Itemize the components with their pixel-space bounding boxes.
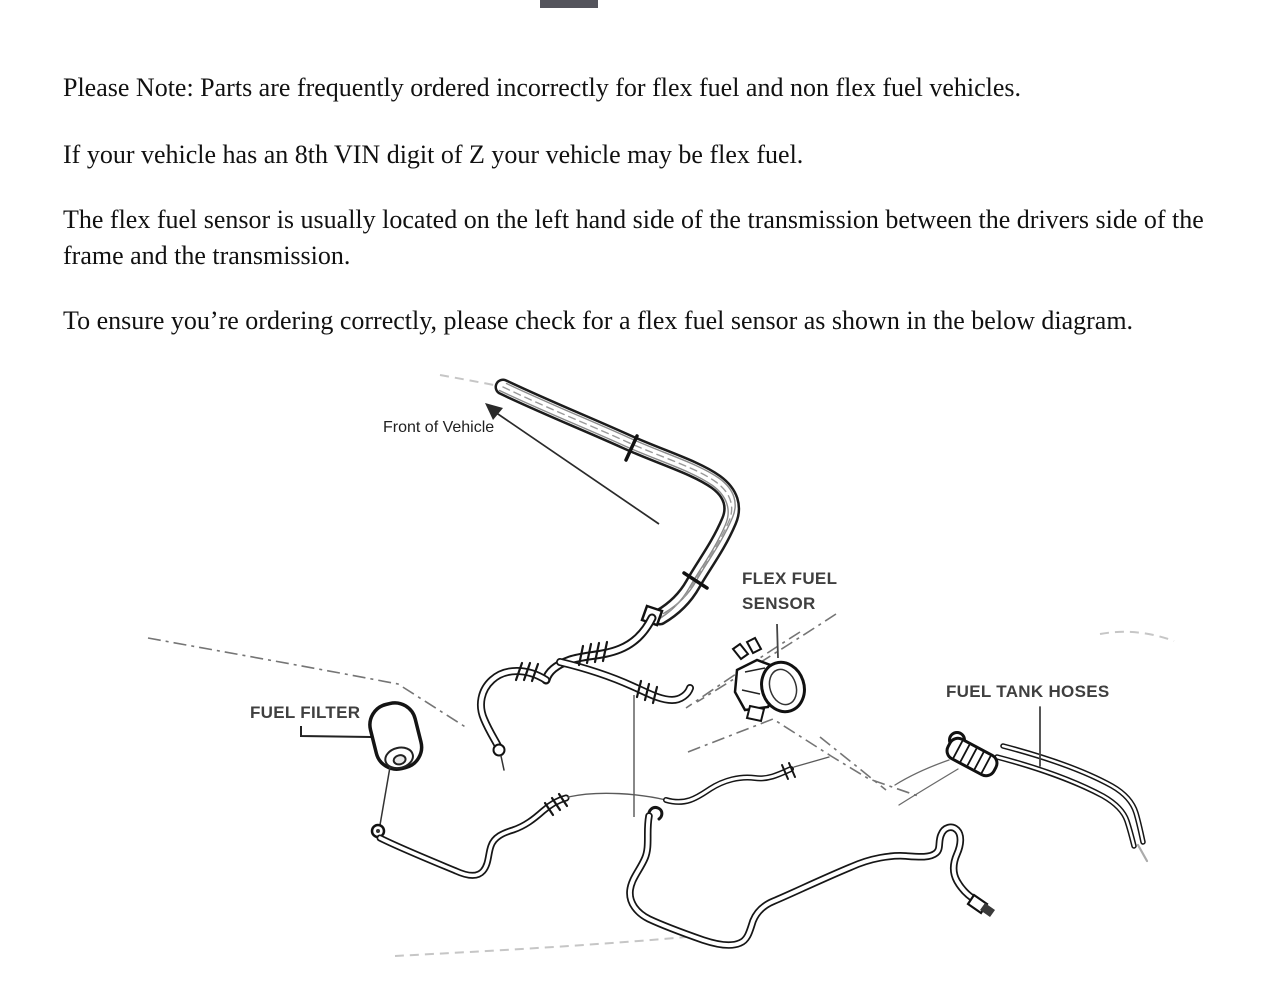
label-flex-fuel-sensor	[742, 566, 837, 616]
label-fuel-filter: FUEL FILTER	[250, 703, 361, 722]
bottom-fuel-hose	[630, 807, 995, 945]
fuel-tank-hoses-part	[895, 707, 1147, 861]
note-paragraph-please-note: Please Note: Parts are frequently ordered incorrectly for flex fuel and non flex fuel vehicles.	[63, 73, 1022, 102]
label-flex-fuel-sensor-line1: FLEX FUEL	[742, 569, 838, 588]
note-paragraph-vin-digit: If your vehicle has an 8th VIN digit of Z your vehicle may be flex fuel.	[63, 140, 804, 169]
lower-left-fuel-tube	[380, 757, 829, 876]
label-flex-fuel-sensor-line2: SENSOR	[742, 594, 816, 613]
label-fuel-tank-hoses: FUEL TANK HOSES	[946, 682, 1110, 701]
central-hose-cluster	[481, 618, 690, 770]
note-paragraph-check-diagram: To ensure you’re ordering correctly, please check for a flex fuel sensor as shown in the below diagram.	[63, 306, 1134, 335]
fuel-line-bundle	[500, 384, 736, 626]
note-paragraph-sensor-location: The flex fuel sensor is usually located on the left hand side of the transmission between the drivers side of the frame and the transmission.	[63, 205, 1204, 270]
label-front-of-vehicle: Front of Vehicle	[383, 419, 495, 436]
